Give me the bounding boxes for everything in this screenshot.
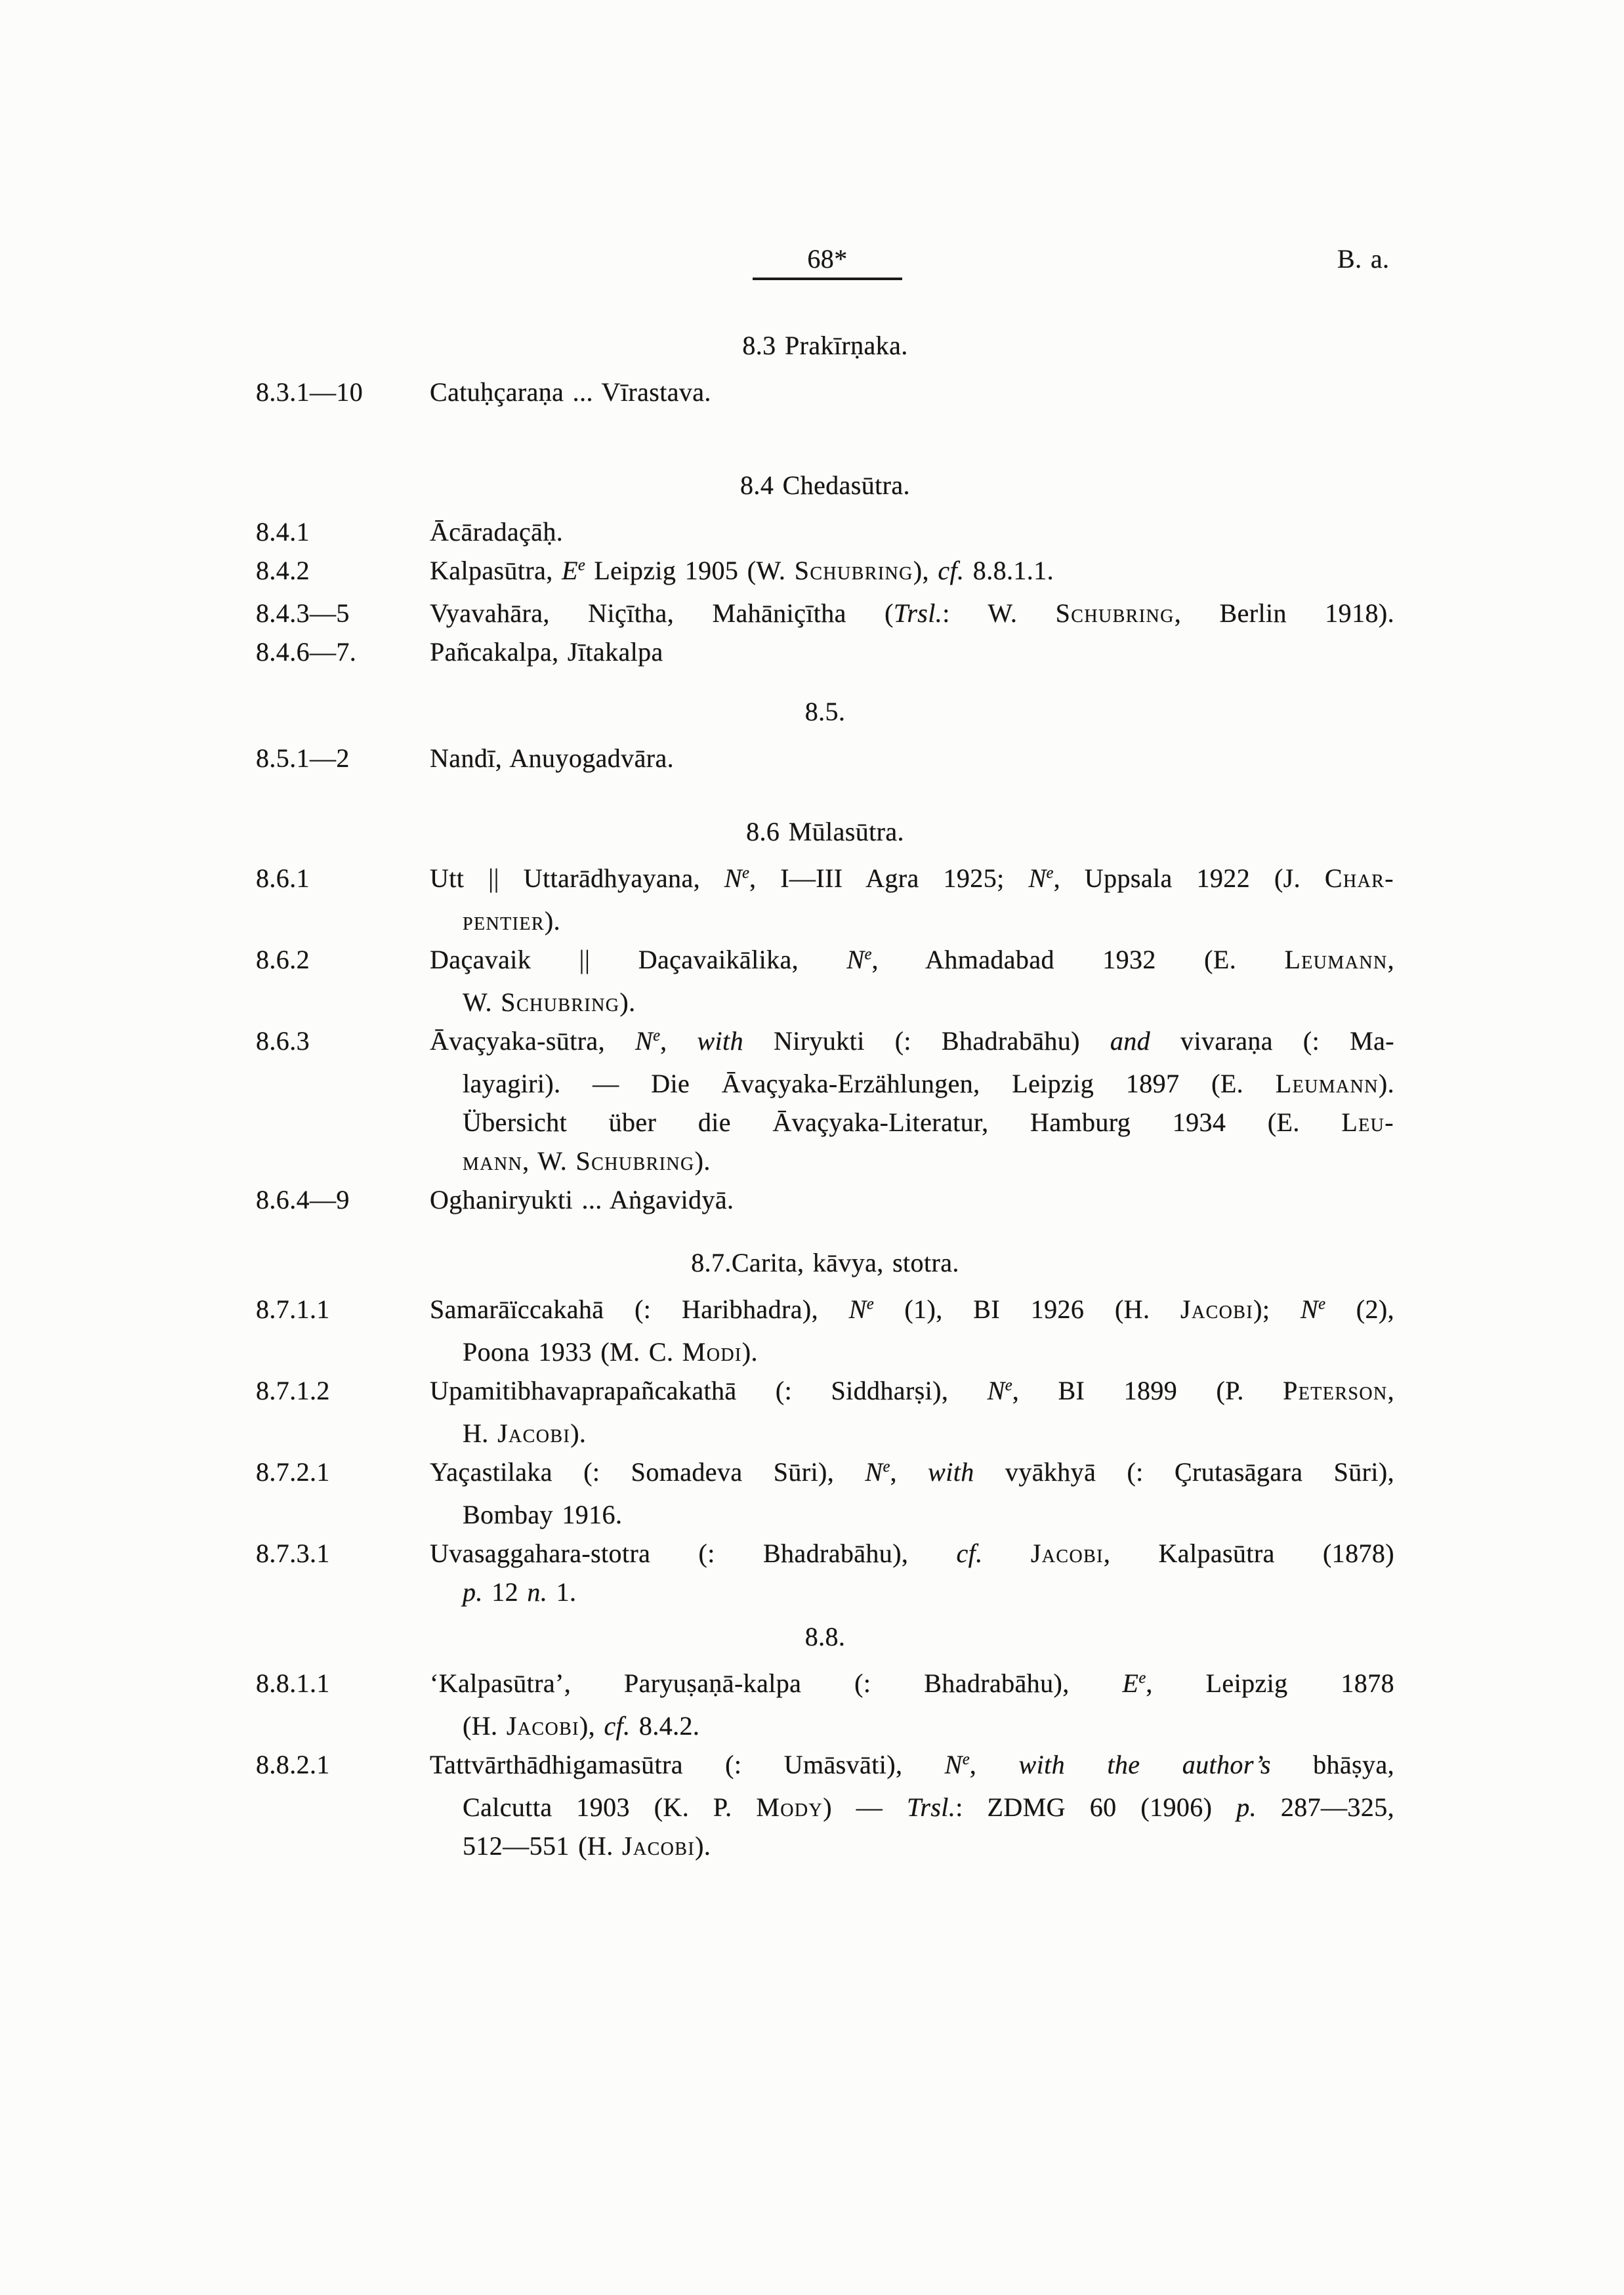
text-segment: , Leipzig 1878 (1146, 1668, 1394, 1698)
bibliography-entry (256, 1180, 1394, 1219)
text-segment: Upamitibhavaprapañcakathā (: Siddharṣi), (430, 1376, 988, 1405)
entry-line (430, 1827, 1394, 1865)
text-segment: e (1138, 1669, 1146, 1687)
bibliography-entry (256, 1453, 1394, 1534)
running-head-right: B. a. (1337, 244, 1390, 274)
entry-line (430, 551, 1394, 594)
entry-number: 8.6.4—9 (256, 1185, 350, 1214)
text-segment: 512—551 (H. (463, 1831, 623, 1861)
text-segment: p. (463, 1577, 483, 1607)
section-heading: 8.7.Carita, kāvya, stotra. (691, 1248, 959, 1277)
text-segment: vivaraṇa (: Ma- (1150, 1026, 1394, 1056)
text-segment: : ZDMG 60 (1906) (955, 1792, 1237, 1822)
text-segment: Uvasaggahara-stotra (: Bhadrabāhu), (430, 1539, 957, 1568)
text-segment: ). (1378, 1069, 1394, 1098)
text-segment: Vyavahāra, Niçītha, Mahāniçītha ( (430, 598, 894, 628)
text-segment: Trsl. (893, 598, 943, 628)
text-segment: (1), BI 1926 (H. (873, 1294, 1181, 1324)
text-segment: Utt || Uttarādhyayana, (430, 863, 724, 893)
text-segment: vyākhyā (: Çrutasāgara Sūri), (974, 1457, 1394, 1487)
text-segment: Jacobi (506, 1711, 579, 1741)
text-segment: Jacobi (1030, 1539, 1104, 1568)
text-segment: Poona 1933 (M. C. (463, 1337, 682, 1367)
text-segment: Jacobi (1180, 1294, 1254, 1324)
entry-number: 8.7.1.1 (256, 1294, 330, 1324)
text-segment: cf. (938, 556, 965, 585)
text-segment: , (890, 1457, 928, 1487)
entry-number: 8.3.1—10 (256, 377, 364, 407)
entry-line (430, 1290, 1394, 1333)
text-segment: Schubring (501, 987, 620, 1017)
text-segment: Leu- (1341, 1107, 1394, 1137)
entry-number: 8.4.3—5 (256, 598, 350, 628)
bibliography-entry (256, 1371, 1394, 1453)
text-segment: Kalpasūtra, (430, 556, 562, 585)
entry-line (430, 1745, 1394, 1788)
text-segment: Calcutta 1903 (K. P. (463, 1792, 757, 1822)
text-segment: (H. (463, 1711, 507, 1741)
text-segment: Peterson (1283, 1376, 1388, 1405)
text-segment: cf. (604, 1711, 631, 1741)
text-segment (983, 1539, 1031, 1568)
entry-line (430, 632, 1394, 671)
page-number: 68* (753, 243, 902, 280)
entry-number: 8.7.2.1 (256, 1457, 330, 1487)
text-segment: Schubring (794, 556, 913, 585)
entry-line (430, 1706, 1394, 1745)
text-segment: p. (1236, 1792, 1257, 1822)
entry-line (430, 859, 1394, 901)
bibliography-entry (256, 940, 1394, 1022)
text-segment: 8.4.2. (630, 1711, 700, 1741)
text-segment: (2), (1325, 1294, 1394, 1324)
entry-line (430, 1453, 1394, 1495)
text-segment: N (848, 1294, 867, 1324)
bibliography-entry (256, 1534, 1394, 1611)
text-segment: N (1301, 1294, 1319, 1324)
text-segment: Mody (756, 1792, 823, 1822)
entry-line (430, 901, 1394, 940)
text-segment: Schubring (575, 1146, 695, 1176)
text-segment: with (928, 1457, 974, 1487)
text-segment: Ācāradaçāḥ. (430, 517, 564, 547)
text-segment: , Ahmadabad 1932 (E. (871, 945, 1285, 974)
text-segment: e (577, 556, 585, 575)
text-segment: H. (463, 1418, 498, 1448)
text-segment: Leumann (1275, 1069, 1379, 1098)
text-segment: , (1387, 945, 1394, 974)
text-segment: n. (527, 1577, 548, 1607)
entry-number: 8.8.1.1 (256, 1668, 330, 1698)
text-segment: , I—III Agra 1925; (749, 863, 1029, 893)
entry-line (430, 983, 1394, 1022)
text-segment: e (1318, 1295, 1326, 1313)
entry-line (430, 1180, 1394, 1219)
text-segment: Übersicht über die Āvaçyaka-Literatur, Hamburg 1934 (E. (463, 1107, 1342, 1137)
entry-line (430, 1573, 1394, 1611)
text-segment: bhāṣya, (1270, 1750, 1395, 1779)
text-segment: Jacobi (622, 1831, 696, 1861)
section (256, 326, 1394, 411)
text-segment: Yaçastilaka (: Somadeva Sūri), (430, 1457, 865, 1487)
text-segment: , BI 1899 (P. (1012, 1376, 1283, 1405)
text-segment: e (883, 1458, 890, 1476)
entry-line (430, 594, 1394, 632)
text-segment: e (1046, 864, 1054, 882)
entry-number: 8.7.1.2 (256, 1376, 330, 1405)
text-segment: e (864, 945, 872, 964)
text-segment: Jacobi (497, 1418, 571, 1448)
section (256, 692, 1394, 777)
section-heading: 8.4 Chedasūtra. (740, 470, 910, 500)
bibliography-entry (256, 632, 1394, 671)
text-segment: N (865, 1457, 883, 1487)
text-segment: e (741, 864, 749, 882)
text-segment: E (1122, 1668, 1139, 1698)
text-segment: e (1005, 1376, 1012, 1395)
text-segment: ) — (823, 1792, 907, 1822)
entry-line (430, 1534, 1394, 1573)
text-segment: with the author’s (1018, 1750, 1271, 1779)
text-segment: , Kalpasūtra (1878) (1103, 1539, 1394, 1568)
text-segment: 12 (482, 1577, 528, 1607)
bibliography-entry (256, 551, 1394, 594)
entry-number: 8.8.2.1 (256, 1750, 330, 1779)
text-segment: Leumann (1284, 945, 1388, 974)
entry-line (430, 1022, 1394, 1064)
text-segment: N (635, 1026, 654, 1056)
text-segment: ); (1253, 1294, 1301, 1324)
entry-line (430, 1142, 1394, 1180)
text-segment: ), (579, 1711, 604, 1741)
entry-line (430, 940, 1394, 983)
entry-number: 8.6.2 (256, 945, 310, 974)
text-segment: pentier (463, 906, 545, 936)
text-segment: ). (570, 1418, 587, 1448)
text-segment: e (653, 1027, 661, 1045)
text-segment: Catuḥçaraṇa ... Vīrastava. (430, 377, 711, 407)
text-segment: Char- (1324, 863, 1394, 893)
text-segment: Bombay 1916. (463, 1500, 623, 1529)
entry-line (430, 1371, 1394, 1414)
text-segment: Trsl. (906, 1792, 956, 1822)
entry-number: 8.5.1—2 (256, 743, 350, 773)
text-segment: Samarāïccakahā (: Haribhadra), (430, 1294, 849, 1324)
text-segment: Nandī, Anuyogadvāra. (430, 743, 675, 773)
text-segment: e (962, 1750, 970, 1769)
section-heading: 8.6 Mūlasūtra. (746, 817, 904, 846)
text-segment: with (697, 1026, 743, 1056)
text-segment: N (724, 863, 742, 893)
text-segment: N (1028, 863, 1047, 893)
text-segment: ). (619, 987, 636, 1017)
text-segment: W. (463, 987, 501, 1017)
text-segment: N (987, 1376, 1005, 1405)
text-segment: layagiri). — Die Āvaçyaka-Erzählungen, Leipzig 1897 (E. (463, 1069, 1276, 1098)
text-segment: mann (463, 1146, 523, 1176)
entry-number: 8.4.2 (256, 556, 310, 585)
text-segment: and (1110, 1026, 1151, 1056)
bibliography-entry (256, 373, 1394, 411)
entry-line (430, 512, 1394, 551)
text-segment: ‘Kalpasūtra’, Paryuṣaṇā-kalpa (: Bhadrabāhu), (430, 1668, 1123, 1698)
bibliography-entry (256, 1022, 1394, 1180)
section-heading: 8.8. (804, 1622, 846, 1651)
text-segment: , W. (522, 1146, 576, 1176)
section (256, 812, 1394, 1219)
text-segment: Leipzig 1905 (W. (585, 556, 795, 585)
text-segment: ). (741, 1337, 758, 1367)
text-segment: N (944, 1750, 963, 1779)
entry-line (430, 739, 1394, 777)
section (256, 466, 1394, 671)
entry-line (430, 1103, 1394, 1142)
bibliography-entry (256, 859, 1394, 940)
text-segment: N (846, 945, 865, 974)
text-segment: 287—325, (1257, 1792, 1395, 1822)
text-segment: , (1387, 1376, 1395, 1405)
text-segment: Daçavaik || Daçavaikālika, (430, 945, 847, 974)
entry-line (430, 1788, 1394, 1827)
text-segment: Tattvārthādhigamasūtra (: Umāsvāti), (430, 1750, 945, 1779)
entry-number: 8.4.1 (256, 517, 310, 547)
text-segment: e (866, 1295, 874, 1313)
entry-number: 8.4.6—7. (256, 637, 357, 667)
text-segment: 8.8.1.1. (964, 556, 1054, 585)
entry-number: 8.6.3 (256, 1026, 310, 1056)
bibliography-entry (256, 1664, 1394, 1745)
text-segment: ). (544, 906, 561, 936)
entry-line (430, 373, 1394, 411)
entry-number: 8.6.1 (256, 863, 310, 893)
text-segment: cf. (956, 1539, 983, 1568)
bibliography-entry (256, 739, 1394, 777)
section (256, 1617, 1394, 1865)
text-segment: Niryukti (: Bhadrabāhu) (743, 1026, 1110, 1056)
text-segment: Modi (682, 1337, 742, 1367)
text-segment: Āvaçyaka-sūtra, (430, 1026, 635, 1056)
text-segment: , (660, 1026, 697, 1056)
text-segment: , Uppsala 1922 (J. (1053, 863, 1325, 893)
section-heading: 8.5. (804, 697, 846, 726)
section-heading: 8.3 Prakīrṇaka. (742, 331, 908, 360)
text-segment: : W. (942, 598, 1056, 628)
entry-line (430, 1664, 1394, 1706)
bibliography-entry (256, 1290, 1394, 1371)
bibliography-entry (256, 512, 1394, 551)
text-segment: Schubring (1055, 598, 1175, 628)
text-segment: , (969, 1750, 1019, 1779)
text-segment: ). (695, 1831, 711, 1861)
text-segment: Oghaniryukti ... Aṅgavidyā. (430, 1185, 734, 1214)
entry-line (430, 1333, 1394, 1371)
entry-number: 8.7.3.1 (256, 1539, 330, 1568)
bibliography-entry (256, 594, 1394, 632)
entry-line (430, 1064, 1394, 1103)
text-segment: E (562, 556, 578, 585)
entry-line (430, 1495, 1394, 1534)
text-segment: Pañcakalpa, Jītakalpa (430, 637, 663, 667)
text-segment: ). (694, 1146, 711, 1176)
entry-line (430, 1414, 1394, 1453)
bibliography-entry (256, 1745, 1394, 1865)
text-segment: ), (913, 556, 938, 585)
section (256, 1243, 1394, 1611)
text-segment: 1. (547, 1577, 577, 1607)
text-segment: , Berlin 1918). (1174, 598, 1394, 628)
